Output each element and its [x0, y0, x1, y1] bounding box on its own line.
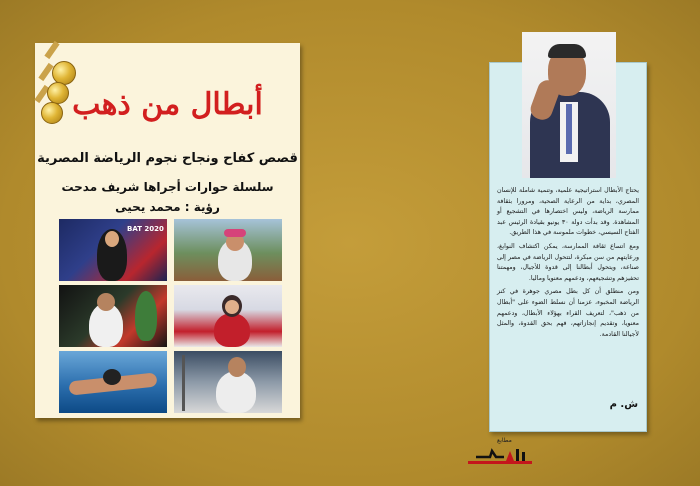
paragraph: ومع اتساع ثقافة الممارسة، يمكن اكتشاف النوابغ، ورعايتهم من سن مبكرة، لتتحول الرياضة في مصر إلى صناعة، ويتحول أبطالنا إلى قدوة للأجيال، ومهمتنا تحفيزهم وتشجيعهم، ودعمهم معنويا وماليا.	[497, 242, 639, 282]
publisher-label: مطابع	[497, 437, 512, 444]
athlete-photo-1	[59, 219, 167, 281]
book-subtitle: قصص كفاح ونجاح نجوم الرياضة المصرية	[37, 151, 298, 166]
paragraph: ومن منطلق أن كل بطل مصري جوهرة في كنز الرياضة المخبوء، عزمنا أن نسلط الضوء على "أبطال من ذهب"، لتعريف القراء بهؤلاء الأبطال، ودعمهم معنويا، وتقديم إنجازاتهم، فهم بحق القدوة، والمثل لأجيالنا القادمة.	[497, 288, 639, 338]
medal-ribbon	[44, 41, 59, 59]
front-cover	[35, 43, 300, 418]
publisher-logo-icon	[466, 445, 534, 467]
back-cover-text	[497, 186, 639, 343]
athlete-photo-6	[174, 351, 282, 413]
paragraph: يحتاج الأبطال استراتيجية علمية، وتنمية شاملة للإنسان المصري، بداية من الرعاية الصحية، ومرورا بثقافة ممارسة الرياضة، وليس اختصارها في التشجيع أو المشاهدة. وقد بدأت دولة ٣٠ يونيو بقيادة الرئيس عبد الفتاح السيسي، خطوات ملموسة في هذا الطريق.	[497, 187, 639, 237]
vision-line: رؤية : محمد يحيى	[115, 200, 220, 214]
photo-badge: BAT 2020	[127, 225, 164, 233]
athlete-photo-3	[59, 285, 167, 347]
athlete-photo-2	[174, 219, 282, 281]
athlete-photo-4	[174, 285, 282, 347]
author-portrait	[522, 32, 616, 178]
book-title: أبطال من ذهب	[72, 87, 263, 122]
series-line: سلسلة حوارات أجراها شريف مدحت	[61, 180, 274, 194]
athlete-photo-5	[59, 351, 167, 413]
signature: ش. م	[609, 399, 638, 410]
